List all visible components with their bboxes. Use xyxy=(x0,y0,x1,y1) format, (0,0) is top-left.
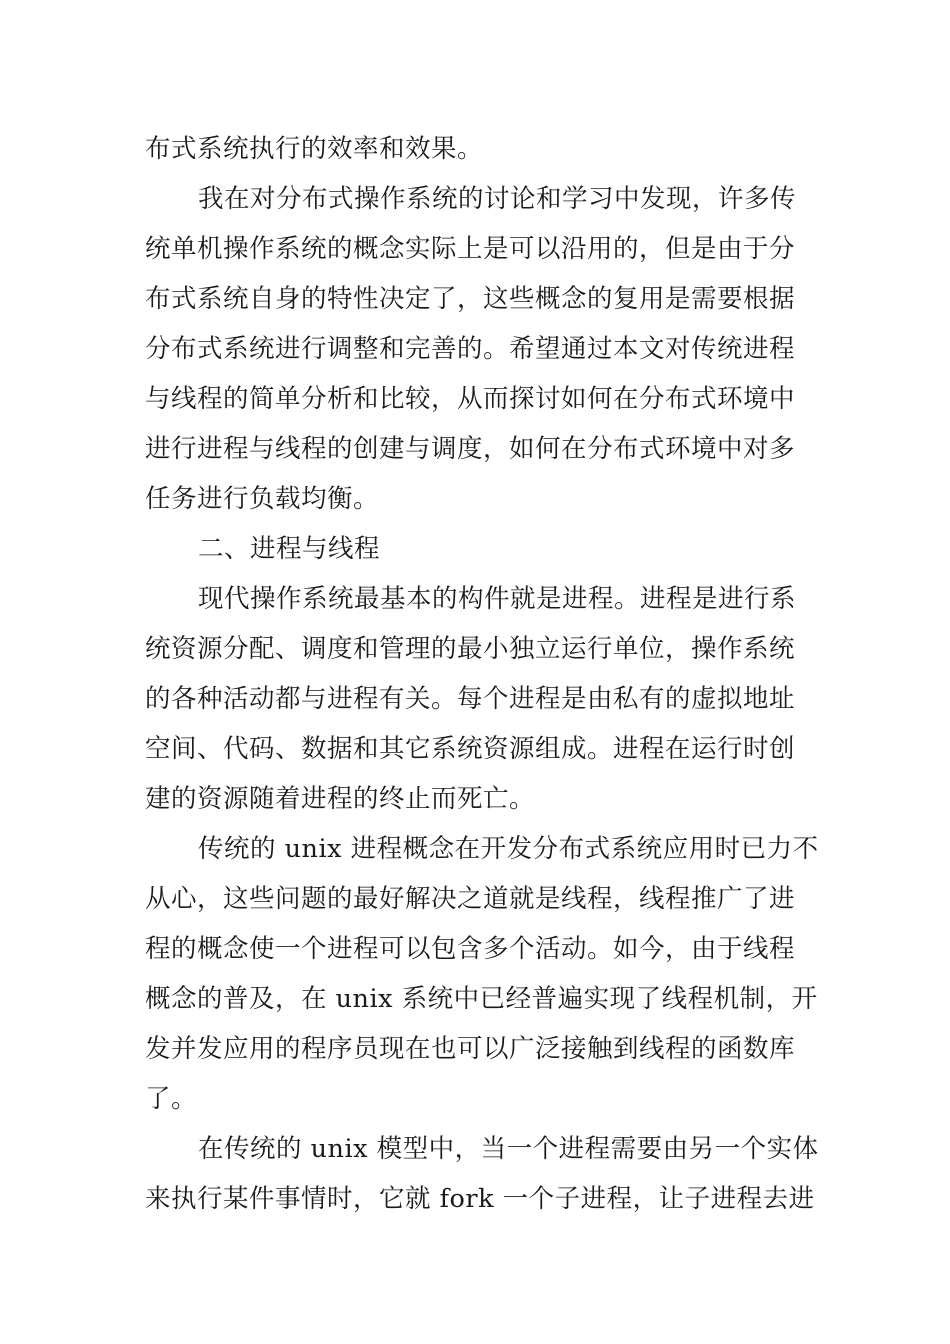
text-line: 程的概念使一个进程可以包含多个活动。如今，由于线程 xyxy=(145,934,796,964)
paragraph-thread xyxy=(145,824,819,1124)
text-line: 了。 xyxy=(145,1084,198,1114)
text-line: 布式系统自身的特性决定了，这些概念的复用是需要根据 xyxy=(145,284,796,314)
text-line: 布式系统执行的效率和效果。 xyxy=(145,134,484,164)
text-line: 的各种活动都与进程有关。每个进程是由私有的虚拟地址 xyxy=(145,684,796,714)
text-line: 从心，这些问题的最好解决之道就是线程，线程推广了进 xyxy=(145,884,796,914)
text-line: 任务进行负载均衡。 xyxy=(145,484,380,514)
text-line: 概念的普及，在 unix 系统中已经普遍实现了线程机制，开 xyxy=(145,984,818,1014)
paragraph-unix-model xyxy=(145,1124,819,1224)
text-line: 我在对分布式操作系统的讨论和学习中发现，许多传 xyxy=(198,184,797,214)
text-line: 进行进程与线程的创建与调度，如何在分布式环境中对多 xyxy=(145,434,796,464)
paragraph-process xyxy=(145,574,800,824)
text-line: 统资源分配、调度和管理的最小独立运行单位，操作系统 xyxy=(145,634,796,664)
text-line: 发并发应用的程序员现在也可以广泛接触到线程的函数库 xyxy=(145,1034,796,1064)
text-line: 建的资源随着进程的终止而死亡。 xyxy=(145,784,536,814)
document-page xyxy=(145,124,819,1224)
text-line: 在传统的 unix 模型中，当一个进程需要由另一个实体 xyxy=(198,1134,819,1164)
text-line: 统单机操作系统的概念实际上是可以沿用的，但是由于分 xyxy=(145,234,796,264)
section-heading xyxy=(145,524,800,574)
text-line: 来执行某件事情时，它就 fork 一个子进程，让子进程去进 xyxy=(145,1184,815,1214)
text-line: 空间、代码、数据和其它系统资源组成。进程在运行时创 xyxy=(145,734,796,764)
text-line: 现代操作系统最基本的构件就是进程。进程是进行系 xyxy=(198,584,797,614)
text-line: 与线程的简单分析和比较，从而探讨如何在分布式环境中 xyxy=(145,384,796,414)
text-line: 分布式系统进行调整和完善的。希望通过本文对传统进程 xyxy=(145,334,796,364)
heading-text: 二、进程与线程 xyxy=(198,534,381,564)
paragraph-intro xyxy=(145,174,800,524)
paragraph-continuation xyxy=(145,124,800,174)
text-line: 传统的 unix 进程概念在开发分布式系统应用时已力不 xyxy=(198,834,819,864)
